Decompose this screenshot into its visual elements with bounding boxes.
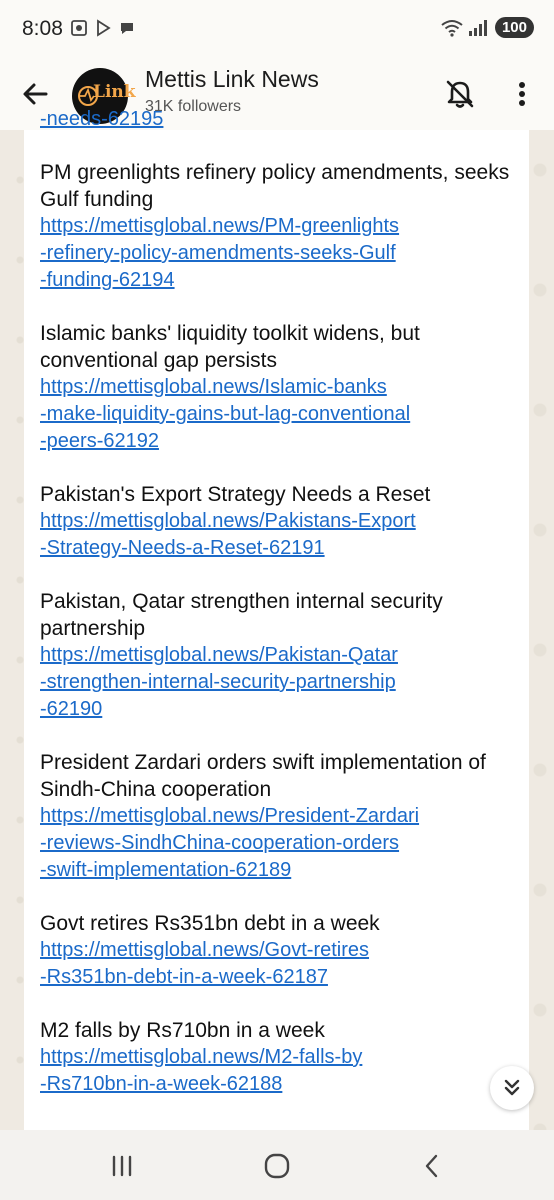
scroll-to-bottom-button[interactable] (490, 1066, 534, 1110)
channel-followers: 31K followers (145, 98, 242, 115)
recent-apps-icon (108, 1154, 136, 1178)
news-link[interactable]: https://mettisglobal.news/M2-falls-by -Rs710bn-in-a-week-62188 (40, 1046, 363, 1095)
news-title: Islamic banks' liquidity toolkit widens, but conventional gap persists (40, 322, 420, 372)
list-item (40, 1017, 520, 1098)
list-item (40, 588, 520, 723)
home-icon (263, 1152, 291, 1180)
signal-icon (469, 19, 487, 37)
news-title: Pakistan, Qatar strengthen internal security partnership (40, 590, 443, 640)
list-item (40, 749, 520, 884)
list-item (40, 159, 520, 294)
recent-apps-button[interactable] (102, 1150, 142, 1182)
message-bubble (24, 108, 529, 1130)
list-item (40, 320, 520, 455)
notification-icons (70, 19, 136, 37)
news-title: M2 falls by Rs710bn in a week (40, 1019, 325, 1042)
news-title: President Zardari orders swift implementation of Sindh-China cooperation (40, 751, 486, 801)
chat-icon (118, 19, 136, 37)
news-title: PM greenlights refinery policy amendments, seeks Gulf funding (40, 161, 510, 211)
news-feed (40, 106, 520, 1124)
news-link-cutoff[interactable]: -needs-62195 (40, 108, 164, 130)
system-navigation-bar (0, 1130, 554, 1200)
wifi-icon (443, 19, 461, 37)
play-store-icon (94, 19, 112, 37)
channel-title[interactable]: Mettis Link News (145, 66, 319, 92)
news-title: Pakistan's Export Strategy Needs a Reset (40, 483, 431, 506)
battery-level: 100 (495, 17, 534, 38)
news-link[interactable]: https://mettisglobal.news/Pakistans-Export -Strategy-Needs-a-Reset-62191 (40, 510, 416, 559)
news-link[interactable]: https://mettisglobal.news/PM-greenlights -refinery-policy-amendments-seeks-Gulf -funding-62194 (40, 215, 400, 291)
news-title: Govt retires Rs351bn debt in a week (40, 912, 380, 935)
news-link[interactable]: https://mettisglobal.news/Islamic-banks -make-liquidity-gains-but-lag-conventional -peers-62192 (40, 376, 411, 452)
news-link[interactable]: https://mettisglobal.news/Pakistan-Qatar -strengthen-internal-security-partnership -62190 (40, 644, 398, 720)
news-link[interactable]: https://mettisglobal.news/President-Zardari -reviews-SindhChina-cooperation-orders -swift-implementation-62189 (40, 805, 420, 881)
status-bar (0, 0, 554, 58)
list-item (40, 106, 520, 133)
news-link[interactable]: https://mettisglobal.news/Govt-retires -Rs351bn-debt-in-a-week-62187 (40, 939, 370, 988)
list-item (40, 481, 520, 562)
chevron-left-icon (420, 1152, 444, 1180)
status-time: 8:08 (22, 17, 63, 40)
double-chevron-down-icon (500, 1076, 524, 1100)
avatar-logo-text: Link (93, 82, 136, 102)
list-item (40, 910, 520, 991)
screenshot-icon (70, 19, 88, 37)
nav-back-button[interactable] (412, 1150, 452, 1182)
status-right (443, 17, 534, 38)
home-button[interactable] (257, 1150, 297, 1182)
